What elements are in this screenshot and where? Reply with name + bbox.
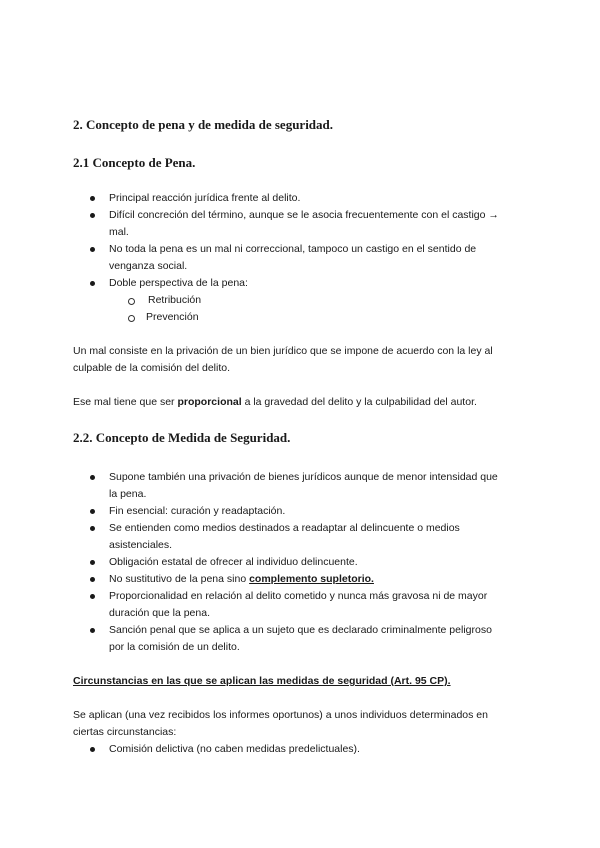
list-item: No toda la pena es un mal ni correccional, tampoco un castigo en el sentido de	[109, 243, 477, 255]
paragraph-line: Se aplican (una vez recibidos los informes oportunos) a unos individuos determinados en	[73, 709, 488, 721]
list-item-continuation: la pena.	[109, 488, 147, 500]
paragraph-line: ciertas circunstancias:	[73, 726, 177, 738]
list-item-continuation: asistenciales.	[109, 539, 173, 551]
bullet-dot	[90, 628, 95, 633]
list-item: Doble perspectiva de la pena:	[109, 277, 248, 289]
bullet-dot	[90, 594, 95, 599]
bold-proporcional: proporcional	[177, 396, 242, 408]
list-item: No sustitutivo de la pena sino complemento supletorio.	[109, 573, 374, 585]
bullet-dot	[90, 475, 95, 480]
sub-list-item: Retribución	[148, 294, 202, 306]
list-item: Comisión delictiva (no caben medidas predelictuales).	[109, 743, 360, 755]
list-item-continuation: mal.	[109, 226, 129, 238]
heading-circunstancias: Circunstancias en las que se aplican las medidas de seguridad (Art. 95 CP).	[73, 675, 451, 687]
list-item: Proporcionalidad en relación al delito cometido y nunca más gravosa ni de mayor	[109, 590, 488, 602]
sub-bullet-circle	[128, 298, 135, 305]
paragraph-proporcional: Ese mal tiene que ser proporcional a la gravedad del delito y la culpabilidad del autor.	[73, 396, 477, 408]
heading-medida-seguridad: 2.2. Concepto de Medida de Seguridad.	[73, 430, 291, 445]
list-item: Principal reacción jurídica frente al delito.	[109, 192, 301, 204]
bullet-dot	[90, 213, 95, 218]
list-item-continuation: duración que la pena.	[109, 607, 210, 619]
list-item: Difícil concreción del término, aunque se le asocia frecuentemente con el castigo →	[109, 209, 499, 221]
paragraph-line: Un mal consiste en la privación de un bien jurídico que se impone de acuerdo con la ley al	[73, 345, 493, 357]
list-item: Supone también una privación de bienes jurídicos aunque de menor intensidad que	[109, 471, 498, 483]
bullet-dot	[90, 247, 95, 252]
list-item: Sanción penal que se aplica a un sujeto que es declarado criminalmente peligroso	[109, 624, 492, 636]
bullet-dot	[90, 281, 95, 286]
list-item-continuation: por la comisión de un delito.	[109, 641, 240, 653]
bullet-dot	[90, 509, 95, 514]
bullet-dot	[90, 196, 95, 201]
bullet-dot	[90, 747, 95, 752]
sub-bullet-circle	[128, 315, 135, 322]
list-item-continuation: venganza social.	[109, 260, 188, 272]
paragraph-line: culpable de la comisión del delito.	[73, 362, 231, 374]
bullet-dot	[90, 560, 95, 565]
list-item: Obligación estatal de ofrecer al individuo delincuente.	[109, 556, 358, 568]
bullet-dot	[90, 526, 95, 531]
section-title: 2. Concepto de pena y de medida de seguridad.	[73, 117, 334, 132]
list-item: Fin esencial: curación y readaptación.	[109, 505, 286, 517]
sub-list-item: Prevención	[146, 311, 199, 323]
bullet-dot	[90, 577, 95, 582]
list-item: Se entienden como medios destinados a readaptar al delincuente o medios	[109, 522, 460, 534]
heading-concepto-pena: 2.1 Concepto de Pena.	[73, 155, 196, 170]
complemento-supletorio-emphasis: complemento supletorio.	[249, 573, 374, 585]
